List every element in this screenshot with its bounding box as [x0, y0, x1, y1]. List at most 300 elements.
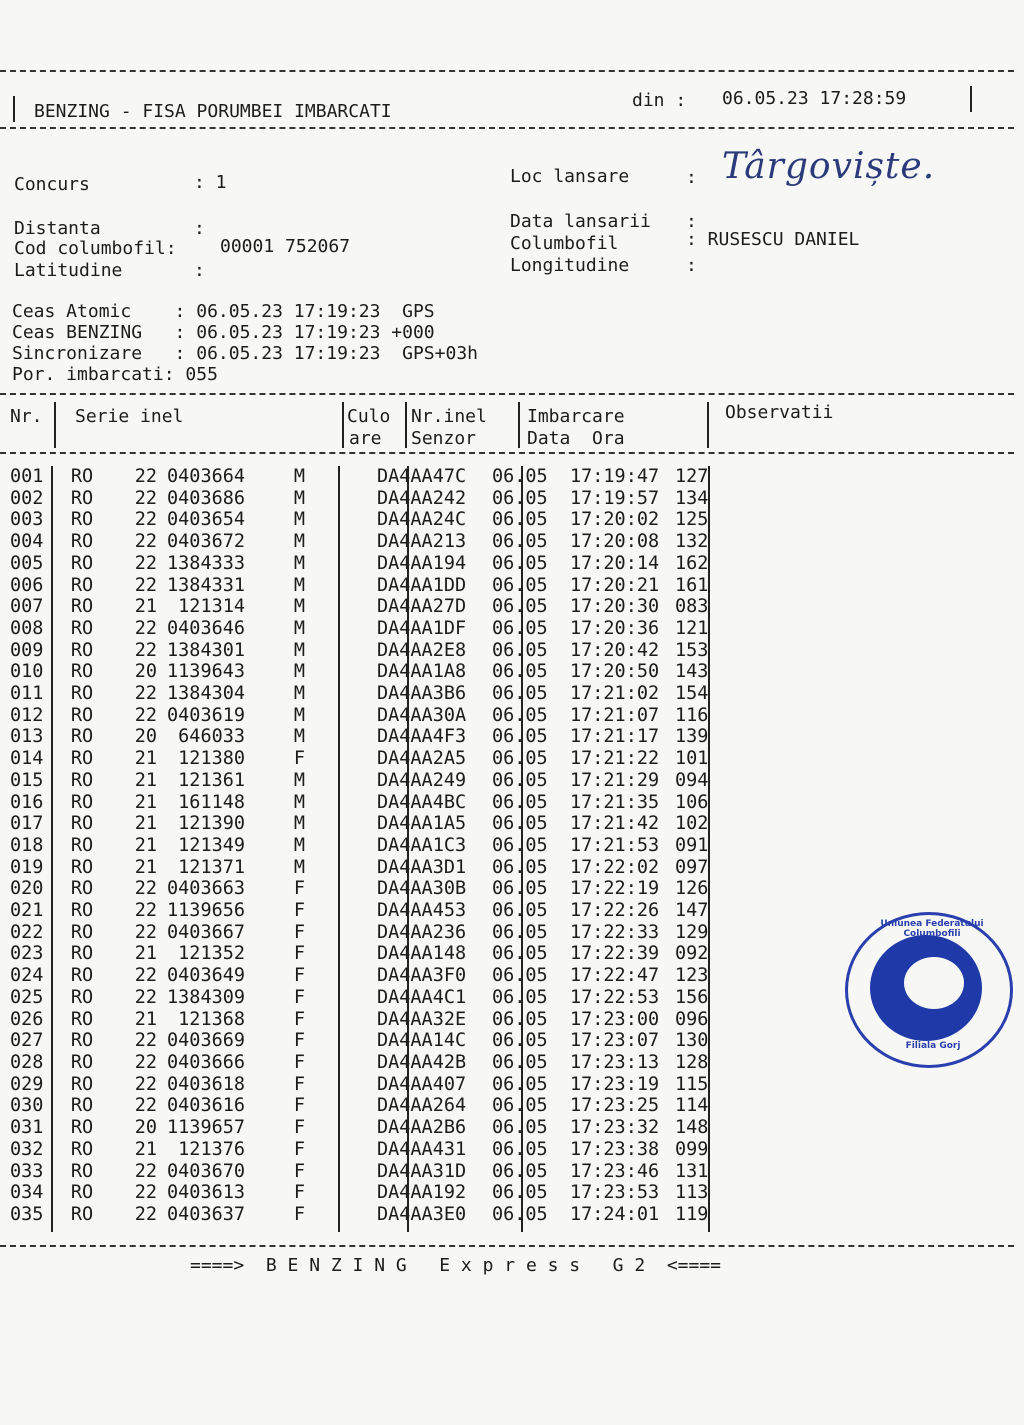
- embark-time-cell: 17:20:14: [570, 552, 660, 574]
- col-header-imbarcare-2: Data Ora: [527, 428, 625, 449]
- country-code-cell: RO: [70, 943, 94, 965]
- row-number-cell: 020: [10, 878, 44, 900]
- table-row: [10, 1117, 735, 1139]
- col-header-observatii: Observatii: [725, 402, 834, 423]
- sensor-id-cell: DA4AA242: [377, 487, 467, 509]
- table-row: [10, 553, 735, 575]
- embark-date-cell: 06.05: [492, 552, 548, 574]
- observation-cell: 147: [675, 900, 709, 922]
- sex-cell: F: [293, 986, 305, 1008]
- country-code-cell: RO: [70, 661, 94, 683]
- ring-year-cell: 21: [134, 596, 157, 618]
- color-cell: [315, 726, 377, 748]
- sensor-id-cell: DA4AA2E8: [377, 639, 467, 661]
- sensor-id-cell: DA4AA1C3: [377, 834, 467, 856]
- ring-number-cell: 0403663: [167, 878, 245, 900]
- row-number-cell: 025: [10, 986, 44, 1008]
- embark-date-cell: 06.05: [492, 683, 548, 705]
- sex-cell: F: [293, 1095, 305, 1117]
- observation-cell: 131: [675, 1160, 709, 1182]
- ring-year-cell: 21: [134, 1138, 157, 1160]
- row-number-cell: 005: [10, 552, 44, 574]
- ring-year-cell: 22: [134, 1182, 157, 1204]
- color-cell: [315, 618, 377, 640]
- ceas-benzing-line: Ceas BENZING : 06.05.23 17:19:23 +000: [12, 322, 435, 343]
- color-cell: [315, 531, 377, 553]
- row-number-cell: 017: [10, 813, 44, 835]
- ring-year-cell: 22: [134, 574, 157, 596]
- ring-year-cell: 22: [134, 683, 157, 705]
- top-separator: [0, 70, 1014, 72]
- ring-number-cell: 0403613: [167, 1182, 245, 1204]
- ring-number-cell: 0403667: [167, 921, 245, 943]
- ring-year-cell: 22: [134, 1051, 157, 1073]
- table-row: [10, 900, 735, 922]
- row-number-cell: 033: [10, 1160, 44, 1182]
- embark-time-cell: 17:20:50: [570, 661, 660, 683]
- color-cell: [315, 835, 377, 857]
- sensor-id-cell: DA4AA30A: [377, 704, 467, 726]
- embark-date-cell: 06.05: [492, 596, 548, 618]
- embark-time-cell: 17:23:53: [570, 1182, 660, 1204]
- row-number-cell: 031: [10, 1117, 44, 1139]
- country-code-cell: RO: [70, 1182, 94, 1204]
- color-cell: [315, 878, 377, 900]
- color-cell: [315, 900, 377, 922]
- sex-cell: M: [293, 813, 305, 835]
- table-row: [10, 922, 735, 944]
- color-cell: [315, 1182, 377, 1204]
- embark-time-cell: 17:21:53: [570, 834, 660, 856]
- ring-number-cell: 0403646: [167, 617, 245, 639]
- row-number-cell: 027: [10, 1030, 44, 1052]
- embark-time-cell: 17:23:13: [570, 1051, 660, 1073]
- table-row: [10, 661, 735, 683]
- embark-date-cell: 06.05: [492, 617, 548, 639]
- observation-cell: 153: [675, 639, 709, 661]
- country-code-cell: RO: [70, 639, 94, 661]
- embark-date-cell: 06.05: [492, 748, 548, 770]
- embark-date-cell: 06.05: [492, 943, 548, 965]
- table-row: [10, 1030, 735, 1052]
- country-code-cell: RO: [70, 1073, 94, 1095]
- table-row: [10, 835, 735, 857]
- color-cell: [315, 1009, 377, 1031]
- table-row: [10, 683, 735, 705]
- observation-cell: 114: [675, 1095, 709, 1117]
- embark-date-cell: 06.05: [492, 1160, 548, 1182]
- col-header-nrinel-1: Nr.inel: [411, 406, 487, 427]
- table-row: [10, 618, 735, 640]
- sex-cell: M: [293, 574, 305, 596]
- concurs-label: Concurs: [14, 174, 90, 195]
- color-cell: [315, 488, 377, 510]
- embark-time-cell: 17:21:42: [570, 813, 660, 835]
- data-lansarii-value: :: [686, 211, 697, 232]
- ring-year-cell: 21: [134, 813, 157, 835]
- color-cell: [315, 748, 377, 770]
- footer-banner: ====> B E N Z I N G E x p r e s s G 2 <====: [190, 1255, 722, 1276]
- sensor-id-cell: DA4AA14C: [377, 1030, 467, 1052]
- embark-time-cell: 17:23:19: [570, 1073, 660, 1095]
- country-code-cell: RO: [70, 878, 94, 900]
- sensor-id-cell: DA4AA2B6: [377, 1117, 467, 1139]
- color-cell: [315, 1117, 377, 1139]
- table-row: [10, 1139, 735, 1161]
- sensor-id-cell: DA4AA27D: [377, 596, 467, 618]
- embark-time-cell: 17:21:02: [570, 683, 660, 705]
- ring-number-cell: 1384331: [167, 574, 245, 596]
- loc-value-handwritten: Târgoviște.: [722, 146, 936, 187]
- color-cell: [315, 596, 377, 618]
- row-number-cell: 019: [10, 856, 44, 878]
- embark-date-cell: 06.05: [492, 986, 548, 1008]
- ring-year-cell: 22: [134, 704, 157, 726]
- longitudine-label: Longitudine: [510, 255, 630, 276]
- country-code-cell: RO: [70, 1008, 94, 1030]
- country-code-cell: RO: [70, 791, 94, 813]
- embark-time-cell: 17:24:01: [570, 1203, 660, 1225]
- ring-number-cell: 0403618: [167, 1073, 245, 1095]
- sincronizare-line: Sincronizare : 06.05.23 17:19:23 GPS+03h: [12, 343, 478, 364]
- sex-cell: M: [293, 487, 305, 509]
- embark-date-cell: 06.05: [492, 1073, 548, 1095]
- embark-date-cell: 06.05: [492, 1051, 548, 1073]
- table-row: [10, 1009, 735, 1031]
- row-number-cell: 016: [10, 791, 44, 813]
- embark-date-cell: 06.05: [492, 769, 548, 791]
- columbofil-value: : RUSESCU DANIEL: [686, 229, 860, 250]
- color-cell: [315, 1161, 377, 1183]
- sex-cell: F: [293, 1182, 305, 1204]
- embark-date-cell: 06.05: [492, 574, 548, 596]
- table-top-separator: [0, 393, 1014, 395]
- country-code-cell: RO: [70, 596, 94, 618]
- ring-year-cell: 20: [134, 726, 157, 748]
- observation-cell: 119: [675, 1203, 709, 1225]
- sensor-id-cell: DA4AA249: [377, 769, 467, 791]
- ring-year-cell: 22: [134, 639, 157, 661]
- sex-cell: F: [293, 921, 305, 943]
- color-cell: [315, 943, 377, 965]
- header-divider-4: [518, 402, 520, 448]
- observation-cell: 132: [675, 531, 709, 553]
- ring-year-cell: 21: [134, 1008, 157, 1030]
- table-row: [10, 531, 735, 553]
- sex-cell: F: [293, 900, 305, 922]
- sex-cell: F: [293, 1160, 305, 1182]
- table-row: [10, 987, 735, 1009]
- sex-cell: M: [293, 791, 305, 813]
- table-row: [10, 792, 735, 814]
- row-number-cell: 014: [10, 748, 44, 770]
- color-cell: [315, 683, 377, 705]
- country-code-cell: RO: [70, 965, 94, 987]
- embark-date-cell: 06.05: [492, 856, 548, 878]
- sex-cell: M: [293, 617, 305, 639]
- row-number-cell: 009: [10, 639, 44, 661]
- embark-time-cell: 17:22:02: [570, 856, 660, 878]
- color-cell: [315, 640, 377, 662]
- row-number-cell: 013: [10, 726, 44, 748]
- embark-date-cell: 06.05: [492, 900, 548, 922]
- sex-cell: M: [293, 661, 305, 683]
- sensor-id-cell: DA4AA30B: [377, 878, 467, 900]
- col-header-imbarcare-1: Imbarcare: [527, 406, 625, 427]
- table-row: [10, 813, 735, 835]
- observation-cell: 139: [675, 726, 709, 748]
- sensor-id-cell: DA4AA1DD: [377, 574, 467, 596]
- ring-year-cell: 21: [134, 943, 157, 965]
- ring-year-cell: 22: [134, 1203, 157, 1225]
- color-cell: [315, 661, 377, 683]
- color-cell: [315, 922, 377, 944]
- ring-year-cell: 21: [134, 791, 157, 813]
- observation-cell: 096: [675, 1008, 709, 1030]
- ring-year-cell: 22: [134, 900, 157, 922]
- embark-time-cell: 17:20:21: [570, 574, 660, 596]
- sex-cell: M: [293, 639, 305, 661]
- header-divider-1: [54, 402, 56, 448]
- col-header-culoare-2: are: [349, 428, 382, 449]
- table-row: [10, 1052, 735, 1074]
- ring-year-cell: 22: [134, 1095, 157, 1117]
- row-divider-5: [708, 466, 710, 1232]
- loc-label: Loc lansare: [510, 166, 630, 187]
- observation-cell: 125: [675, 509, 709, 531]
- table-row: [10, 878, 735, 900]
- color-cell: [315, 965, 377, 987]
- ring-number-cell: 0403649: [167, 965, 245, 987]
- date-value: 06.05.23 17:28:59: [722, 88, 907, 109]
- sensor-id-cell: DA4AA213: [377, 531, 467, 553]
- sex-cell: F: [293, 1051, 305, 1073]
- embark-date-cell: 06.05: [492, 1030, 548, 1052]
- ring-number-cell: 121376: [178, 1138, 245, 1160]
- table-row: [10, 1204, 735, 1226]
- sensor-id-cell: DA4AA47C: [377, 466, 467, 487]
- columbofil-label: Columbofil: [510, 233, 619, 254]
- sex-cell: M: [293, 552, 305, 574]
- row-divider-3: [407, 466, 409, 1232]
- ring-number-cell: 121368: [178, 1008, 245, 1030]
- table-row: [10, 1074, 735, 1096]
- col-header-nr: Nr.: [10, 406, 43, 427]
- embark-date-cell: 06.05: [492, 921, 548, 943]
- ring-number-cell: 1384304: [167, 683, 245, 705]
- sex-cell: F: [293, 943, 305, 965]
- ring-year-cell: 22: [134, 986, 157, 1008]
- country-code-cell: RO: [70, 1203, 94, 1225]
- stamp-text-top: Uniunea Federatului Columbofili: [880, 919, 984, 939]
- country-code-cell: RO: [70, 748, 94, 770]
- embark-time-cell: 17:22:26: [570, 900, 660, 922]
- ring-year-cell: 22: [134, 617, 157, 639]
- sensor-id-cell: DA4AA3E0: [377, 1203, 467, 1225]
- latitudine-label: Latitudine: [14, 260, 123, 281]
- observation-cell: 134: [675, 487, 709, 509]
- color-cell: [315, 770, 377, 792]
- header-separator: [0, 127, 1014, 129]
- ring-number-cell: 0403664: [167, 466, 245, 487]
- color-cell: [315, 705, 377, 727]
- sex-cell: F: [293, 1008, 305, 1030]
- table-row: [10, 726, 735, 748]
- observation-cell: 106: [675, 791, 709, 813]
- observation-cell: 099: [675, 1138, 709, 1160]
- ring-year-cell: 22: [134, 466, 157, 487]
- row-number-cell: 001: [10, 466, 44, 487]
- table-row: [10, 1161, 735, 1183]
- ring-number-cell: 1139643: [167, 661, 245, 683]
- color-cell: [315, 987, 377, 1009]
- ring-number-cell: 121352: [178, 943, 245, 965]
- ring-year-cell: 22: [134, 1030, 157, 1052]
- color-cell: [315, 1030, 377, 1052]
- row-number-cell: 026: [10, 1008, 44, 1030]
- observation-cell: 116: [675, 704, 709, 726]
- sex-cell: M: [293, 769, 305, 791]
- embark-date-cell: 06.05: [492, 1008, 548, 1030]
- embark-time-cell: 17:23:25: [570, 1095, 660, 1117]
- ring-year-cell: 22: [134, 552, 157, 574]
- embark-time-cell: 17:23:46: [570, 1160, 660, 1182]
- ring-year-cell: 22: [134, 509, 157, 531]
- embark-time-cell: 17:21:35: [570, 791, 660, 813]
- observation-cell: 143: [675, 661, 709, 683]
- row-divider-1: [51, 466, 53, 1232]
- embark-time-cell: 17:22:53: [570, 986, 660, 1008]
- ring-year-cell: 22: [134, 878, 157, 900]
- ring-year-cell: 22: [134, 487, 157, 509]
- sensor-id-cell: DA4AA453: [377, 900, 467, 922]
- embark-date-cell: 06.05: [492, 466, 548, 487]
- observation-cell: 161: [675, 574, 709, 596]
- country-code-cell: RO: [70, 487, 94, 509]
- table-row: [10, 965, 735, 987]
- ring-year-cell: 21: [134, 856, 157, 878]
- header-divider-3: [405, 402, 407, 448]
- stamp-text-bottom: Filiala Gorj: [905, 1041, 961, 1051]
- ring-year-cell: 22: [134, 921, 157, 943]
- table-row: [10, 1182, 735, 1204]
- row-number-cell: 035: [10, 1203, 44, 1225]
- embark-date-cell: 06.05: [492, 834, 548, 856]
- table-row: [10, 596, 735, 618]
- embark-time-cell: 17:23:07: [570, 1030, 660, 1052]
- observation-cell: 130: [675, 1030, 709, 1052]
- observation-cell: 094: [675, 769, 709, 791]
- cod-value: 00001 752067: [220, 236, 351, 257]
- country-code-cell: RO: [70, 531, 94, 553]
- sensor-id-cell: DA4AA3D1: [377, 856, 467, 878]
- embark-time-cell: 17:21:17: [570, 726, 660, 748]
- observation-cell: 101: [675, 748, 709, 770]
- row-number-cell: 032: [10, 1138, 44, 1160]
- ring-number-cell: 0403637: [167, 1203, 245, 1225]
- sex-cell: F: [293, 1117, 305, 1139]
- sensor-id-cell: DA4AA31D: [377, 1160, 467, 1182]
- ring-number-cell: 121349: [178, 834, 245, 856]
- row-number-cell: 007: [10, 596, 44, 618]
- country-code-cell: RO: [70, 1160, 94, 1182]
- table-row: [10, 575, 735, 597]
- table-row: [10, 509, 735, 531]
- row-number-cell: 029: [10, 1073, 44, 1095]
- ring-year-cell: 21: [134, 834, 157, 856]
- row-number-cell: 003: [10, 509, 44, 531]
- sex-cell: M: [293, 596, 305, 618]
- embark-date-cell: 06.05: [492, 1095, 548, 1117]
- sex-cell: M: [293, 726, 305, 748]
- observation-cell: 156: [675, 986, 709, 1008]
- country-code-cell: RO: [70, 921, 94, 943]
- ring-number-cell: 1384301: [167, 639, 245, 661]
- country-code-cell: RO: [70, 552, 94, 574]
- ring-year-cell: 21: [134, 748, 157, 770]
- sensor-id-cell: DA4AA1DF: [377, 617, 467, 639]
- embark-time-cell: 17:21:29: [570, 769, 660, 791]
- embark-date-cell: 06.05: [492, 531, 548, 553]
- ring-number-cell: 121371: [178, 856, 245, 878]
- loc-colon: :: [686, 167, 697, 188]
- row-number-cell: 004: [10, 531, 44, 553]
- country-code-cell: RO: [70, 1138, 94, 1160]
- distanta-value: :: [194, 218, 205, 239]
- embark-date-cell: 06.05: [492, 726, 548, 748]
- sensor-id-cell: DA4AA407: [377, 1073, 467, 1095]
- observation-cell: 129: [675, 921, 709, 943]
- observation-cell: 083: [675, 596, 709, 618]
- observation-cell: 102: [675, 813, 709, 835]
- ring-number-cell: 0403619: [167, 704, 245, 726]
- table-row: [10, 466, 735, 488]
- embark-time-cell: 17:20:42: [570, 639, 660, 661]
- sensor-id-cell: DA4AA4BC: [377, 791, 467, 813]
- col-header-nrinel-2: Senzor: [411, 428, 477, 449]
- color-cell: [315, 575, 377, 597]
- col-header-culoare-1: Culo: [347, 406, 391, 427]
- country-code-cell: RO: [70, 726, 94, 748]
- color-cell: [315, 1095, 377, 1117]
- row-number-cell: 006: [10, 574, 44, 596]
- observation-cell: 091: [675, 834, 709, 856]
- sensor-id-cell: DA4AA192: [377, 1182, 467, 1204]
- country-code-cell: RO: [70, 986, 94, 1008]
- ring-number-cell: 1139656: [167, 900, 245, 922]
- row-number-cell: 034: [10, 1182, 44, 1204]
- ceas-atomic-line: Ceas Atomic : 06.05.23 17:19:23 GPS: [12, 301, 435, 322]
- ring-year-cell: 22: [134, 1073, 157, 1095]
- sensor-id-cell: DA4AA4F3: [377, 726, 467, 748]
- ring-year-cell: 22: [134, 965, 157, 987]
- sensor-id-cell: DA4AA236: [377, 921, 467, 943]
- sensor-id-cell: DA4AA148: [377, 943, 467, 965]
- observation-cell: 127: [675, 466, 709, 487]
- country-code-cell: RO: [70, 900, 94, 922]
- embark-time-cell: 17:20:02: [570, 509, 660, 531]
- embark-time-cell: 17:21:07: [570, 704, 660, 726]
- row-number-cell: 030: [10, 1095, 44, 1117]
- col-header-serie: Serie inel: [75, 406, 184, 427]
- ring-number-cell: 1384309: [167, 986, 245, 1008]
- sensor-id-cell: DA4AA194: [377, 552, 467, 574]
- imbarcati-line: Por. imbarcati: 055: [12, 364, 218, 385]
- row-number-cell: 015: [10, 769, 44, 791]
- sex-cell: M: [293, 531, 305, 553]
- sensor-id-cell: DA4AA4C1: [377, 986, 467, 1008]
- header-divider-2: [342, 402, 344, 448]
